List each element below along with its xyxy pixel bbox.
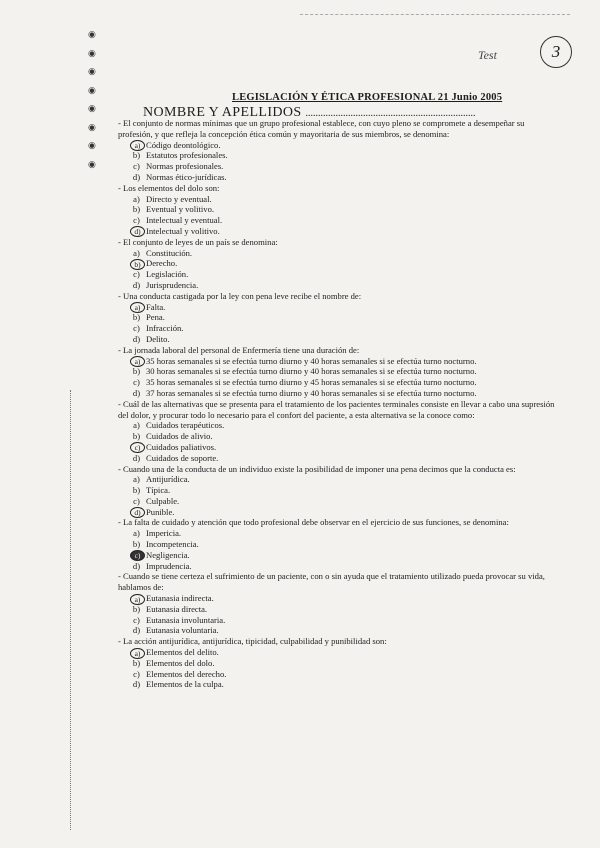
answer-letter: b) bbox=[132, 150, 141, 161]
answer-text: Cuidados de soporte. bbox=[146, 452, 219, 463]
answer-option[interactable] bbox=[130, 528, 558, 539]
answer-letter: b) bbox=[132, 539, 141, 550]
answer-option[interactable] bbox=[130, 431, 558, 442]
answer-letter: d) bbox=[132, 171, 141, 182]
answer-letter: b) bbox=[132, 431, 141, 442]
answer-letter: b) bbox=[132, 366, 141, 377]
answer-letter: c) bbox=[133, 495, 140, 506]
answer-text: Antijurídica. bbox=[146, 474, 190, 485]
exam-title: LEGISLACIÓN Y ÉTICA PROFESIONAL 21 Junio 2005 bbox=[232, 92, 503, 103]
question-stem: - El conjunto de normas mínimas que un grupo profesional establece, con cuyo pleno se compromete a desempeñar su profesión, y que refleja la concepción ética común y mayoritaria de sus miembros, se denomina: bbox=[118, 118, 525, 139]
answer-text: Legislación. bbox=[146, 269, 189, 280]
answer-letter: a) bbox=[133, 420, 140, 431]
answer-option[interactable] bbox=[130, 280, 558, 291]
answer-option[interactable] bbox=[130, 366, 558, 377]
answer-text: Jurisprudencia. bbox=[146, 279, 199, 290]
binder-hole-mark: ◉ bbox=[88, 104, 96, 114]
answer-letter: d) bbox=[132, 452, 141, 463]
answer-option[interactable] bbox=[130, 334, 558, 345]
name-blank[interactable]: .................................................................... bbox=[305, 108, 476, 119]
scan-top-line bbox=[300, 14, 570, 15]
answer-option[interactable] bbox=[130, 150, 558, 161]
answer-option[interactable] bbox=[130, 507, 558, 518]
answer-text: Elementos del delito. bbox=[146, 647, 219, 658]
answer-letter: d) bbox=[132, 560, 141, 571]
answer-text: Negligencia. bbox=[146, 549, 190, 560]
answer-text: Eventual y volitivo. bbox=[146, 204, 215, 215]
circled-answer-letter: a) bbox=[130, 140, 145, 151]
answer-letter: a) bbox=[133, 528, 140, 539]
answer-option[interactable] bbox=[130, 194, 558, 205]
answer-letter: b) bbox=[132, 312, 141, 323]
answer-option[interactable] bbox=[130, 679, 558, 690]
answer-letter: d) bbox=[132, 679, 141, 690]
question-stem: - La jornada laboral del personal de Enfermería tiene una duración de: bbox=[118, 344, 360, 355]
answer-text: Eutanasia directa. bbox=[146, 603, 208, 614]
circled-answer-letter: c) bbox=[130, 442, 145, 453]
question-stem: - Cuando se tiene certeza el sufrimiento de un paciente, con o sin ayuda que el tratamiento utilizado pueda provocar su vida, hablamos de: bbox=[118, 571, 545, 593]
corner-note: Test bbox=[478, 48, 497, 62]
question-stem: - La acción antijurídica, antijurídica, tipicidad, culpabilidad y punibilidad son: bbox=[118, 636, 387, 647]
answer-text: 30 horas semanales si se efectúa turno diurno y 40 horas semanales si se efectúa turno nocturno. bbox=[146, 366, 477, 377]
question-stem: - Los elementos del dolo son: bbox=[118, 182, 220, 193]
answer-letter: c) bbox=[133, 614, 140, 625]
binder-hole-mark: ◉ bbox=[88, 141, 96, 151]
answer-option[interactable] bbox=[130, 496, 558, 507]
binder-holes bbox=[88, 26, 102, 174]
answer-text: Imprudencia. bbox=[146, 560, 192, 571]
circled-page-number: 3 bbox=[540, 36, 572, 68]
circled-answer-letter: d) bbox=[130, 507, 145, 518]
answer-letter: a) bbox=[133, 474, 140, 485]
answer-option[interactable] bbox=[130, 474, 558, 485]
answer-text: Elementos de la culpa. bbox=[146, 679, 224, 690]
answer-option[interactable] bbox=[130, 172, 558, 183]
answer-letter: d) bbox=[132, 279, 141, 290]
answer-option[interactable] bbox=[130, 248, 558, 259]
answer-text: Infracción. bbox=[146, 323, 184, 334]
answer-option[interactable] bbox=[130, 625, 558, 636]
answer-option[interactable] bbox=[130, 377, 558, 388]
circled-answer-letter: c) bbox=[130, 550, 145, 561]
name-label: NOMBRE Y APELLIDOS bbox=[143, 105, 302, 120]
answer-option[interactable] bbox=[130, 140, 558, 151]
binder-hole-mark: ◉ bbox=[88, 30, 96, 40]
answer-text: Pena. bbox=[146, 312, 165, 323]
answer-option[interactable] bbox=[130, 485, 558, 496]
binder-hole-mark: ◉ bbox=[88, 48, 96, 59]
answer-letter: c) bbox=[133, 668, 140, 679]
answer-option[interactable] bbox=[130, 302, 558, 313]
answer-text: Directo y eventual. bbox=[146, 193, 212, 204]
answer-option[interactable] bbox=[130, 161, 558, 172]
answer-text: Derecho. bbox=[146, 258, 178, 269]
answer-option[interactable] bbox=[130, 323, 558, 334]
question-stem: - Una conducta castigada por la ley con pena leve recibe el nombre de: bbox=[118, 290, 362, 301]
answer-text: Elementos del derecho. bbox=[146, 668, 227, 679]
answer-option[interactable] bbox=[130, 550, 558, 561]
answer-letter: c) bbox=[133, 161, 140, 172]
answer-text: Normas profesionales. bbox=[146, 161, 224, 172]
answer-letter: a) bbox=[133, 193, 140, 204]
answer-text: Típica. bbox=[146, 485, 171, 496]
circled-answer-letter: a) bbox=[130, 648, 145, 659]
answer-option[interactable] bbox=[130, 669, 558, 680]
perforation-line bbox=[70, 390, 71, 830]
answer-option[interactable] bbox=[130, 615, 558, 626]
answer-option[interactable] bbox=[130, 539, 558, 550]
answer-text: Delito. bbox=[146, 333, 170, 344]
answer-text: Cuidados terapéuticos. bbox=[146, 420, 225, 431]
binder-hole-mark: ◉ bbox=[88, 67, 96, 77]
answer-option[interactable] bbox=[130, 226, 558, 237]
answer-option[interactable] bbox=[130, 561, 558, 572]
answer-text: Falta. bbox=[146, 301, 166, 312]
answer-option[interactable] bbox=[130, 453, 558, 464]
answer-option[interactable] bbox=[130, 204, 558, 215]
question-stem: - La falta de cuidado y atención que todo profesional debe observar en el ejercicio de sus funciones, se denomina: bbox=[118, 517, 509, 528]
answer-text: 35 horas semanales si se efectúa turno diurno y 45 horas semanales si se efectúa turno nocturno. bbox=[146, 377, 477, 388]
answer-letter: b) bbox=[132, 657, 141, 668]
answer-letter: d) bbox=[132, 387, 141, 398]
answer-text: Constitución. bbox=[146, 247, 193, 258]
answer-letter: c) bbox=[133, 377, 140, 388]
answer-option[interactable] bbox=[130, 258, 558, 269]
binder-hole-mark: ◉ bbox=[88, 122, 96, 133]
answer-letter: b) bbox=[132, 603, 141, 614]
answer-letter: a) bbox=[133, 247, 140, 258]
binder-hole-mark: ◉ bbox=[88, 85, 96, 96]
answer-text: Eutanasia involuntaria. bbox=[146, 614, 226, 625]
circled-answer-letter: d) bbox=[130, 226, 145, 237]
answer-option[interactable] bbox=[130, 647, 558, 658]
circled-answer-letter: b) bbox=[130, 259, 145, 270]
answer-text: Eutanasia indirecta. bbox=[146, 593, 214, 604]
answer-letter: b) bbox=[132, 204, 141, 215]
answer-letter: b) bbox=[132, 485, 141, 496]
answer-text: Intelectual y volitivo. bbox=[146, 225, 220, 236]
question-list bbox=[118, 118, 558, 690]
answer-text: Cuidados paliativos. bbox=[146, 441, 217, 452]
answer-text: Código deontológico. bbox=[146, 139, 221, 150]
answer-option[interactable] bbox=[130, 604, 558, 615]
answer-letter: c) bbox=[133, 323, 140, 334]
answer-option[interactable] bbox=[130, 312, 558, 323]
answer-option[interactable] bbox=[130, 658, 558, 669]
answer-text: Elementos del dolo. bbox=[146, 657, 215, 668]
question-stem: - Cuando una de la conducta de un individuo existe la posibilidad de imponer una pena decimos que la conducta es: bbox=[118, 463, 516, 474]
answer-text: Estatutos profesionales. bbox=[146, 150, 228, 161]
answer-option[interactable] bbox=[130, 420, 558, 431]
answer-option[interactable] bbox=[130, 356, 558, 367]
answer-option[interactable] bbox=[130, 593, 558, 604]
answer-option[interactable] bbox=[130, 215, 558, 226]
answer-text: 35 horas semanales si se efectúa turno diurno y 40 horas semanales si se efectúa turno nocturno. bbox=[146, 355, 477, 366]
question-stem: - El conjunto de leyes de un país se denomina: bbox=[118, 236, 278, 247]
circled-answer-letter: a) bbox=[130, 302, 145, 313]
binder-hole-mark: ◉ bbox=[88, 159, 96, 170]
circled-answer-letter: a) bbox=[130, 594, 145, 605]
answer-letter: c) bbox=[133, 215, 140, 226]
answer-text: Cuidados de alivio. bbox=[146, 431, 213, 442]
circled-answer-letter: a) bbox=[130, 356, 145, 367]
answer-text: Impericia. bbox=[146, 528, 182, 539]
question-stem: - Cuál de las alternativas que se presenta para el tratamiento de los pacientes terminales consiste en llevar a cabo una supresión del dolor, y procurar todo lo necesario para el confort del paciente, a esta alternativa se la conoce como: bbox=[118, 398, 555, 420]
answer-letter: d) bbox=[132, 625, 141, 636]
answer-text: Intelectual y eventual. bbox=[146, 215, 223, 226]
answer-option[interactable] bbox=[130, 388, 558, 399]
answer-text: Incompetencia. bbox=[146, 539, 199, 550]
answer-text: Culpable. bbox=[146, 495, 180, 506]
answer-option[interactable] bbox=[130, 269, 558, 280]
answer-text: Normas ético-jurídicas. bbox=[146, 171, 227, 182]
answer-option[interactable] bbox=[130, 442, 558, 453]
answer-letter: c) bbox=[133, 269, 140, 280]
answer-letter: d) bbox=[132, 333, 141, 344]
answer-text: Punible. bbox=[146, 506, 175, 517]
answer-text: 37 horas semanales si se efectúa turno diurno y 40 horas semanales si se efectúa turno nocturno. bbox=[146, 387, 477, 398]
answer-text: Eutanasia voluntaria. bbox=[146, 625, 219, 636]
